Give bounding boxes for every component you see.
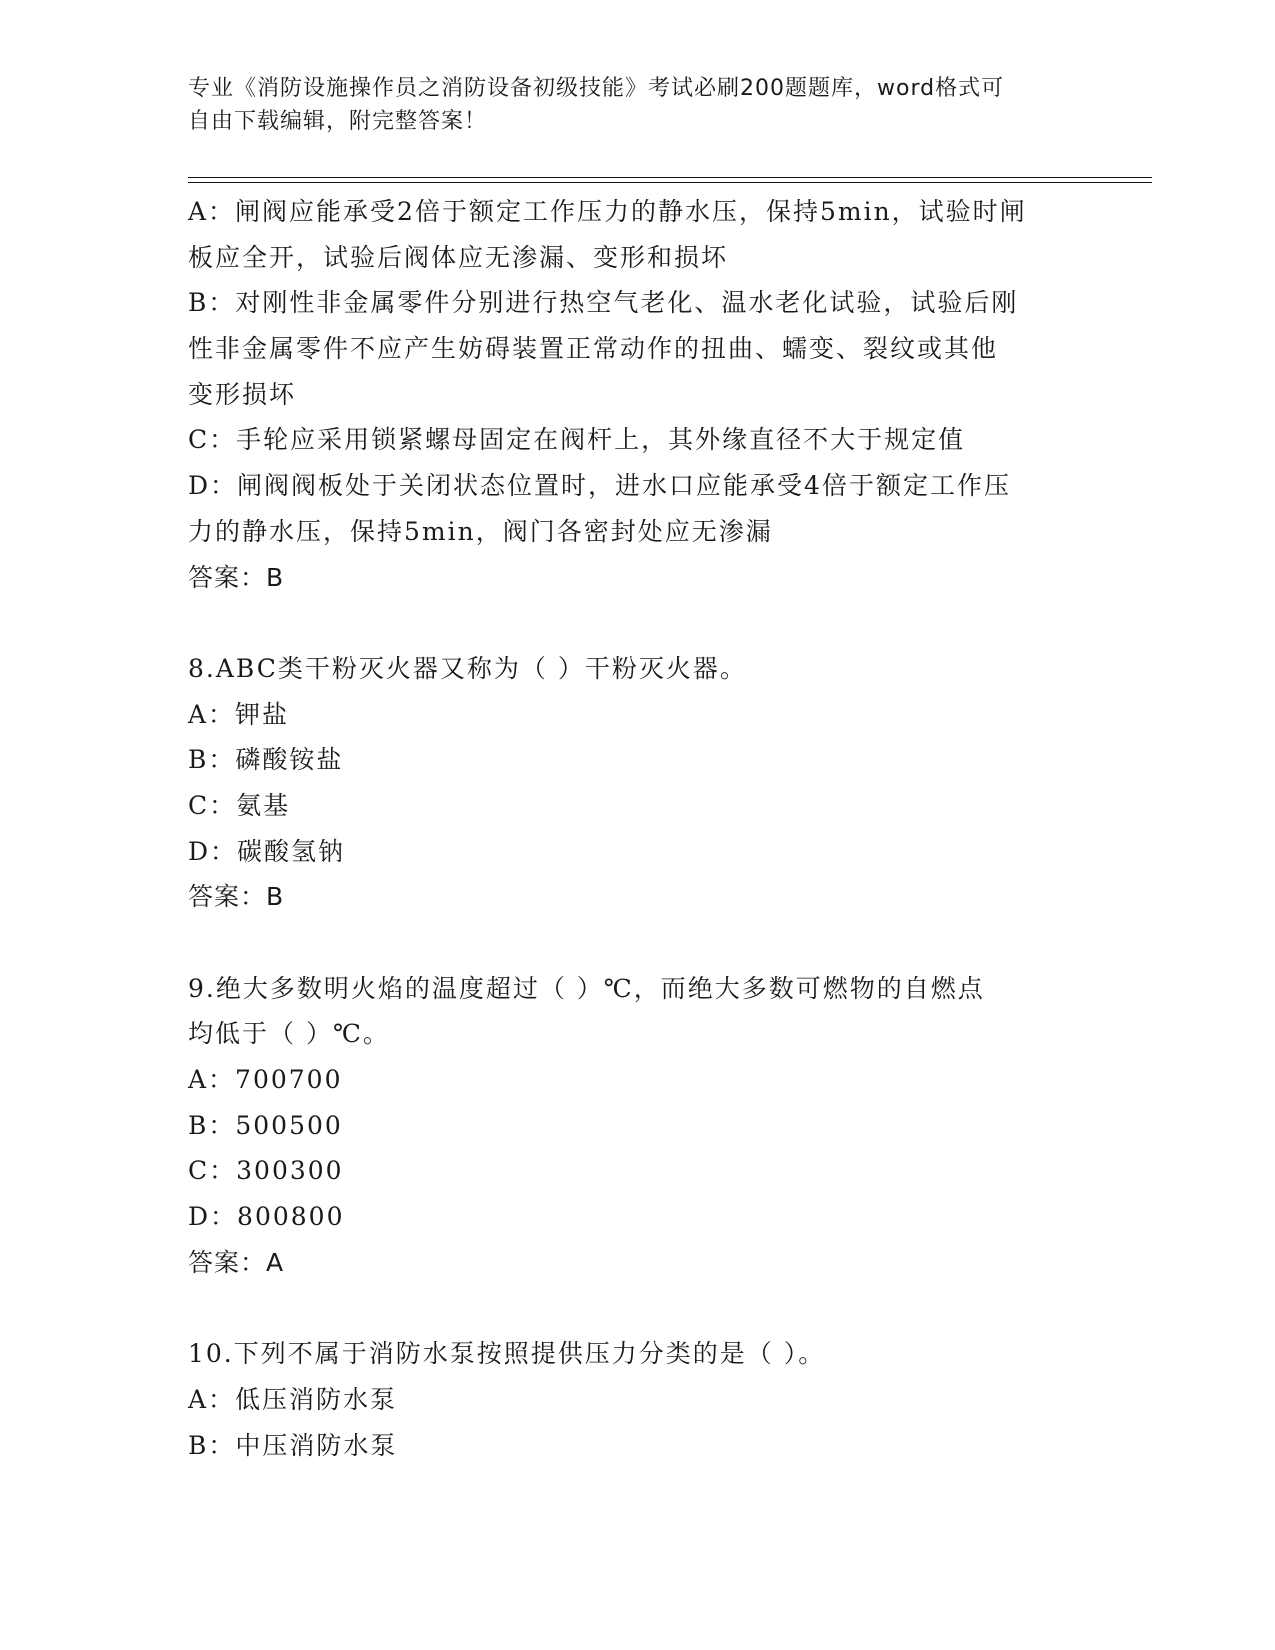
option-c: C：氨基: [188, 790, 291, 820]
question-content: [188, 189, 1088, 1468]
answer-label: 答案：B: [188, 882, 285, 912]
header-divider-bottom: [188, 182, 1152, 183]
header-divider-top: [188, 177, 1152, 178]
answer-label: 答案：A: [188, 1247, 285, 1277]
option-b-line-3: 变形损坏: [188, 379, 297, 409]
option-c-line-1: C：手轮应采用锁紧螺母固定在阀杆上，其外缘直径不大于规定值: [188, 425, 966, 455]
option-b-line-2: 性非金属零件不应产生妨碍装置正常动作的扭曲、蠕变、裂纹或其他: [188, 334, 999, 364]
option-b-line-1: B：对刚性非金属零件分别进行热空气老化、温水老化试验，试验后刚: [188, 288, 1019, 318]
option-d: D：碳酸氢钠: [188, 836, 346, 866]
document-header: [188, 72, 1068, 138]
option-d-line-1: D：闸阀阀板处于关闭状态位置时，进水口应能承受4倍于额定工作压: [188, 471, 1011, 501]
option-a: A：低压消防水泵: [188, 1384, 398, 1414]
option-d-line-2: 力的静水压，保持5min，阀门各密封处应无渗漏: [188, 516, 773, 546]
option-a-line-1: A：闸阀应能承受2倍于额定工作压力的静水压，保持5min，试验时闸: [188, 197, 1027, 226]
option-a-line-2: 板应全开，试验后阀体应无渗漏、变形和损坏: [188, 242, 729, 272]
question-9: [188, 966, 1088, 1286]
spacer: [188, 920, 1088, 966]
question-stem: 10.下列不属于消防水泵按照提供压力分类的是（ ）。: [188, 1339, 826, 1369]
spacer: [188, 600, 1088, 646]
question-10: [188, 1331, 1088, 1468]
option-b: B：磷酸铵盐: [188, 745, 344, 775]
answer-label: 答案：B: [188, 562, 285, 592]
question-8: [188, 646, 1088, 920]
question-stem-line-1: 9.绝大多数明火焰的温度超过（ ）℃，而绝大多数可燃物的自燃点: [188, 973, 985, 1003]
option-a: A：700700: [188, 1065, 343, 1095]
option-a: A：钾盐: [188, 699, 290, 729]
option-d: D：800800: [188, 1202, 345, 1232]
question-stem: 8.ABC类干粉灭火器又称为（ ）干粉灭火器。: [188, 653, 747, 683]
option-b: B：500500: [188, 1110, 343, 1140]
question-stem-line-2: 均低于（ ）℃。: [188, 1019, 390, 1049]
spacer: [188, 1286, 1088, 1332]
header-line-1: 专业《消防设施操作员之消防设备初级技能》考试必刷200题题库，word格式可: [188, 76, 1005, 101]
option-b: B：中压消防水泵: [188, 1430, 398, 1460]
prev-question-options: [188, 189, 1088, 600]
option-c: C：300300: [188, 1156, 344, 1186]
header-line-2: 自由下载编辑，附完整答案！: [188, 109, 488, 134]
